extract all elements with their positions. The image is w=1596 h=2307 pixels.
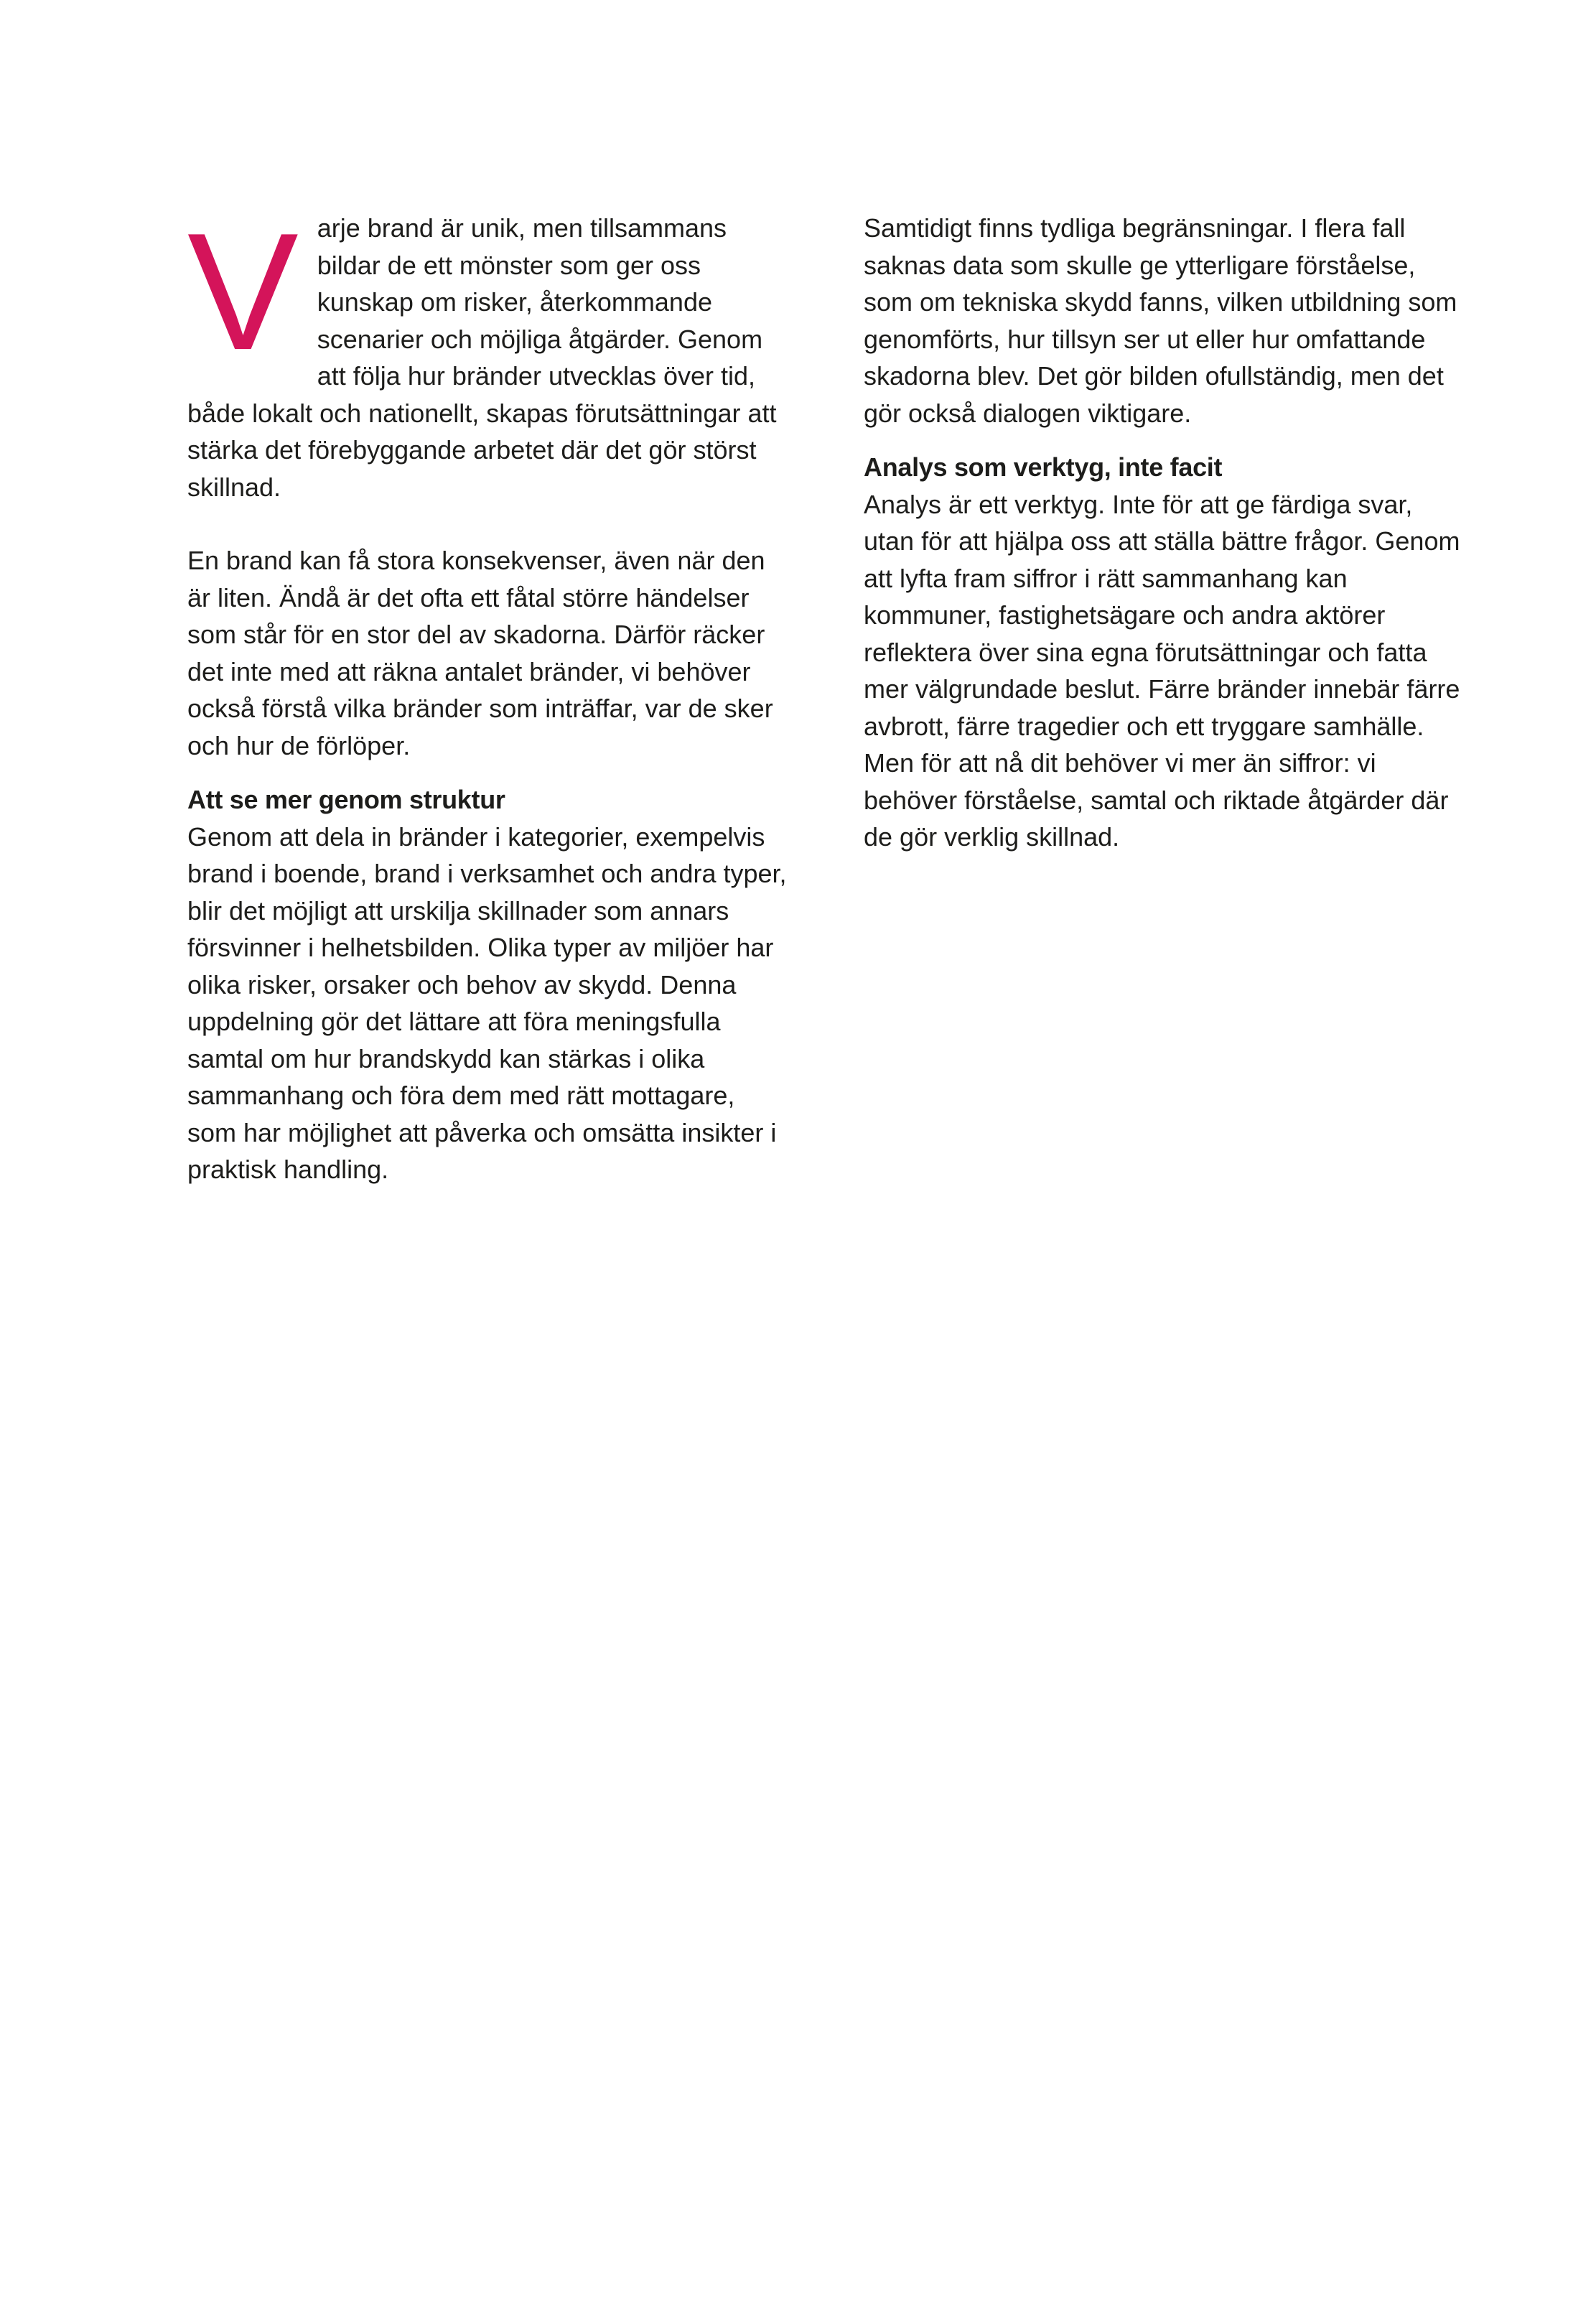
section-heading-analysis: Analys som verktyg, inte facit [864, 452, 1223, 482]
left-column [187, 199, 790, 1188]
dropcap-letter: V [187, 199, 299, 385]
right-column [864, 210, 1467, 856]
body-paragraph-analysis: Analys är ett verktyg. Inte för att ge färdiga svar, utan för att hjälpa oss att ställa bättre frågor. Genom att lyfta fram siffror i rätt sammanhang kan kommuner, fastighetsägare och andra aktörer reflektera över sina egna förutsättningar och fatta mer välgrundade beslut. Färre bränder innebär färre avbrott, färre tragedier och ett tryggare samhälle. Men för att nå dit behöver vi mer än siffror: vi behöver förståelse, samtal och riktade åtgärder där de gör verklig skillnad. [864, 489, 1460, 852]
body-paragraph-categories: Genom att dela in bränder i kategorier, exempelvis brand i boende, brand i verksamhet och andra typer, blir det möjligt att urskilja skillnader som annars försvinner i helhetsbilden. Olika typer av miljöer har olika risker, orsaker och behov av skydd. Denna uppdelning gör det lättare att föra meningsfulla samtal om hur brandskydd kan stärkas i olika sammanhang och föra dem med rätt mottagare, som har möjlighet att påverka och omsätta insikter i praktisk handling. [187, 821, 787, 1184]
body-paragraph-limitations: Samtidigt finns tydliga begränsningar. I flera fall saknas data som skulle ge ytterligare förståelse, som om tekniska skydd fanns, vilken utbildning som genomförts, hur tillsyn ser ut eller hur omfattande skadorna blev. Det gör bilden ofullständig, men det gör också dialogen viktigare. [864, 213, 1457, 428]
section-heading-structure: Att se mer genom struktur [187, 785, 505, 814]
intro-paragraph [187, 199, 790, 505]
body-paragraph-consequences: En brand kan få stora konsekvenser, även när den är liten. Ändå är det ofta ett fåtal större händelser som står för en stor del av skadorna. Därför räcker det inte med att räkna antalet bränder, vi behöver också förstå vilka bränder som inträffar, var de sker och hur de förlöper. [187, 546, 773, 760]
intro-text: arje brand är unik, men tillsammans bildar de ett mönster som ger oss kunskap om risker, återkommande scenarier och möjliga åtgärder. Genom att följa hur bränder utvecklas över tid, både lokalt och nationellt, skapas förutsättningar att stärka det förebyggande arbetet där det gör störst skillnad. [187, 213, 777, 502]
